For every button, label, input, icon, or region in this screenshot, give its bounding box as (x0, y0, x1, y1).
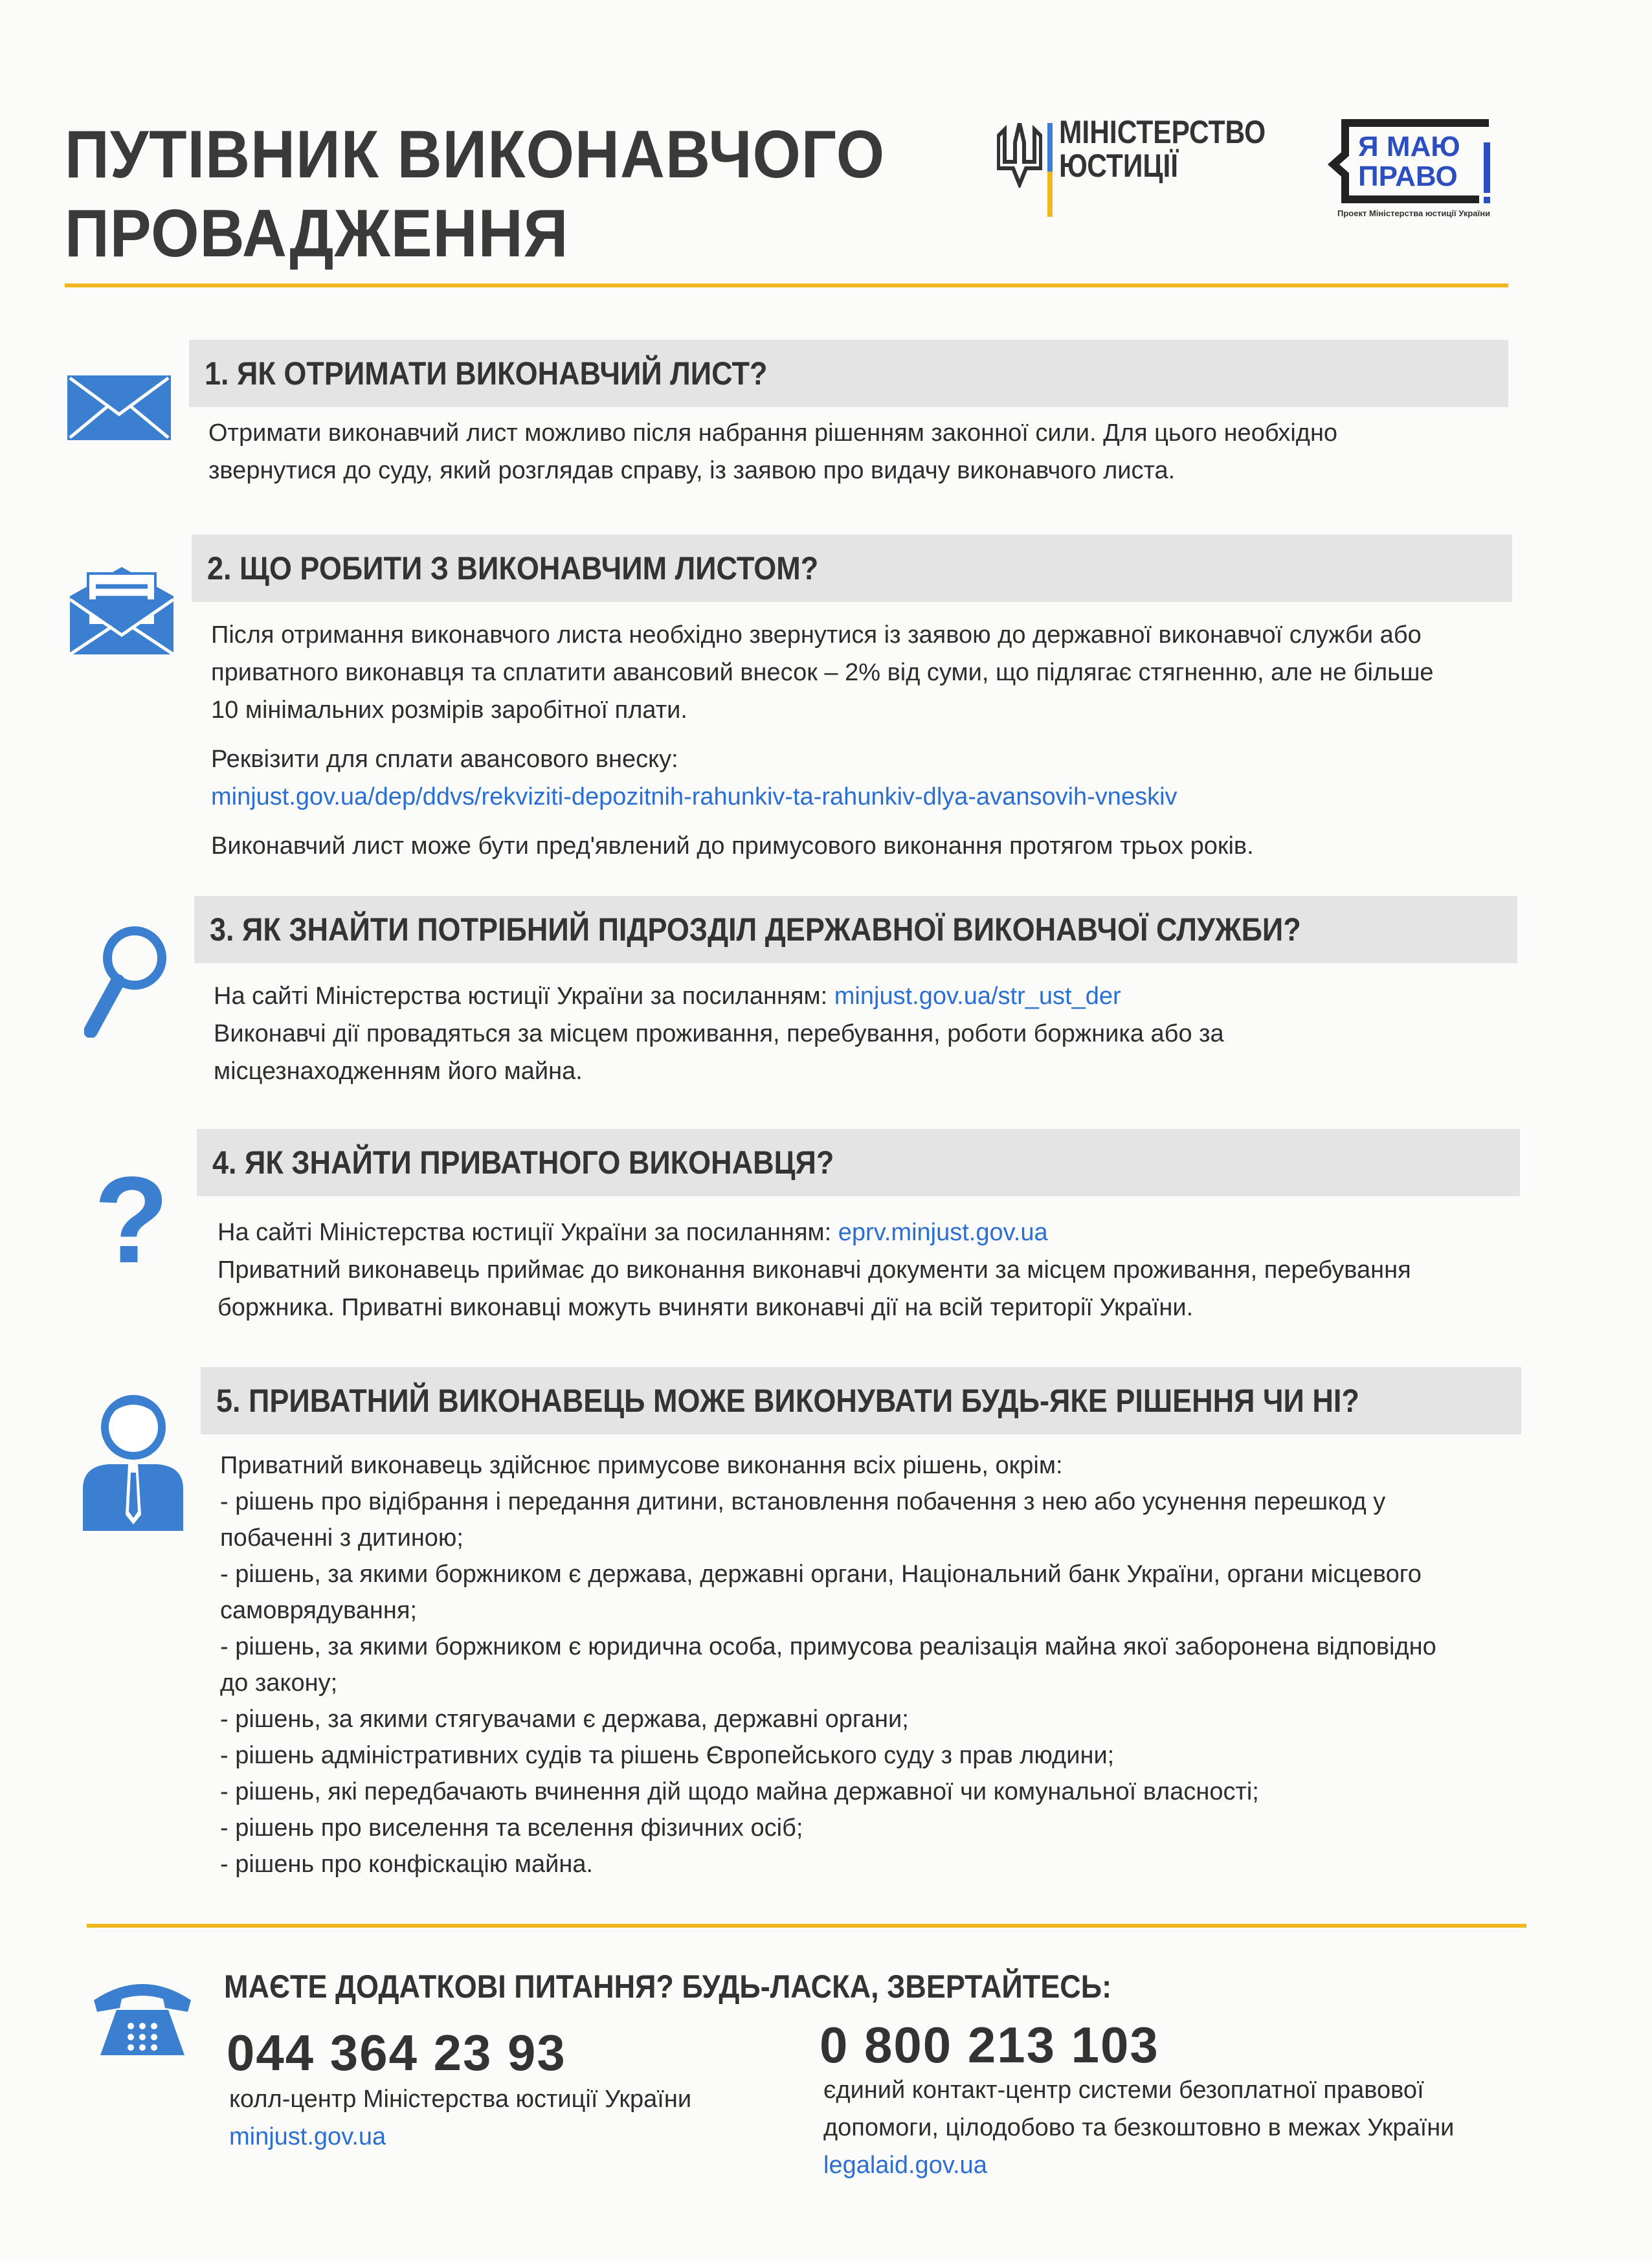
callcenter-phone[interactable]: 044 364 23 93 (227, 2024, 566, 2081)
section-3-title: 3. ЯК ЗНАЙТИ ПОТРІБНИЙ ПІДРОЗДІЛ ДЕРЖАВНОЇ ВИКОНАВЧОЇ СЛУЖБИ? (210, 911, 1301, 948)
contact-heading: МАЄТЕ ДОДАТКОВІ ПИТАННЯ? БУДЬ-ЛАСКА, ЗВЕРТАЙТЕСЬ: (224, 1968, 1112, 2005)
flag-yellow-stripe (1047, 172, 1053, 217)
legalaid-desc: єдиний контакт-центр системи безоплатної правової (823, 2077, 1424, 2104)
header-divider (65, 284, 1508, 287)
section-5-header (201, 1367, 1521, 1434)
badge-caption: Проект Міністерства юстиції України (1337, 208, 1491, 218)
list-item: - рішень, за якими боржником є держава, державні органи, Національний банк України, органи місцевого (220, 1561, 1422, 1588)
person-icon (83, 1392, 183, 1534)
badge-line1: Я МАЮ (1358, 131, 1460, 162)
text-line: Приватний виконавець приймає до виконання виконавчі документи за місцем проживання, перебування (218, 1256, 1411, 1284)
text-line: На сайті Міністерства юстиції України за посиланням: (218, 1219, 838, 1246)
list-item: - рішень про відібрання і передання дитини, встановлення побачення з нею або усунення перешкод у (220, 1488, 1386, 1515)
section-1-body (208, 414, 1337, 489)
section-3-header (194, 896, 1517, 963)
list-item: - рішень про виселення та вселення фізичних осіб; (220, 1814, 803, 1842)
text-line: приватного виконавця та сплатити авансовий внесок – 2% від суми, що підлягає стягненню, але не більше (211, 659, 1434, 686)
section-3-body (214, 977, 1224, 1090)
text-line: Після отримання виконавчого листа необхідно звернутися із заявою до державної виконавчої служби або (211, 621, 1422, 649)
eprv-link[interactable]: eprv.minjust.gov.ua (838, 1219, 1048, 1246)
callcenter-info (229, 2080, 691, 2156)
legalaid-link[interactable]: legalaid.gov.ua (823, 2152, 987, 2179)
ministry-line1: МІНІСТЕРСТВО (1059, 114, 1266, 150)
dvs-link[interactable]: minjust.gov.ua/str_ust_der (834, 983, 1121, 1010)
magnifier-icon (84, 924, 168, 1041)
badge-logo (1327, 118, 1495, 205)
envelope-icon (67, 375, 171, 443)
requisites-label: Реквізити для сплати авансового внеску: (211, 746, 678, 773)
section-2-title: 2. ЩО РОБИТИ З ВИКОНАВЧИМ ЛИСТОМ? (207, 550, 819, 586)
list-item: - рішень про конфіскацію майна. (220, 1851, 594, 1878)
text-line: Приватний виконавець здійснює примусове виконання всіх рішень, окрім: (220, 1452, 1063, 1479)
legalaid-desc: допомоги, цілодобово та безкоштовно в межах України (823, 2114, 1455, 2141)
flag-blue-stripe (1047, 123, 1053, 172)
text-line: На сайті Міністерства юстиції України за посиланням: (214, 983, 834, 1010)
list-item: - рішень, за якими боржником є юридична особа, примусова реалізація майна якої заборонена відповідно (220, 1633, 1436, 1660)
requisites-link[interactable]: minjust.gov.ua/dep/ddvs/rekviziti-depozitnih-rahunkiv-ta-rahunkiv-dlya-avansovih-vneskiv (211, 783, 1178, 810)
minjust-link[interactable]: minjust.gov.ua (229, 2123, 386, 2150)
question-icon: ? (94, 1152, 170, 1289)
list-item: до закону; (220, 1669, 338, 1697)
text-line: Отримати виконавчий лист можливо після набрання рішенням законної сили. Для цього необхідно (208, 419, 1338, 447)
section-4-body (218, 1214, 1411, 1326)
text-line: звернутися до суду, який розглядав справу, із заявою про видачу виконавчого листа. (208, 457, 1176, 484)
section-1-title: 1. ЯК ОТРИМАТИ ВИКОНАВЧИЙ ЛИСТ? (205, 355, 768, 392)
footer-divider (87, 1924, 1526, 1928)
list-item: - рішень адміністративних судів та рішень Європейського суду з прав людини; (220, 1742, 1115, 1769)
page-title-line2: ПРОВАДЖЕННЯ (65, 196, 569, 271)
list-item: - рішень, за якими стягувачами є держава, державні органи; (220, 1706, 909, 1733)
list-item: побаченні з дитиною; (220, 1524, 463, 1552)
section-5-body (220, 1447, 1436, 1882)
validity-note: Виконавчий лист може бути пред'явлений до примусового виконання протягом трьох років. (211, 832, 1254, 860)
page-title-line1: ПУТІВНИК ВИКОНАВЧОГО (65, 117, 886, 192)
section-2-header (192, 535, 1512, 602)
text-line: боржника. Приватні виконавці можуть вчиняти виконавчі дії на всій території України. (218, 1294, 1194, 1321)
section-4-header (197, 1129, 1520, 1196)
ministry-logo-text (1059, 115, 1266, 183)
trident-icon (997, 123, 1042, 188)
section-2-body (211, 616, 1434, 865)
callcenter-desc: колл-центр Міністерства юстиції України (229, 2086, 692, 2113)
legalaid-info (823, 2071, 1454, 2184)
ministry-line2: ЮСТИЦІЇ (1059, 148, 1178, 184)
section-4-title: 4. ЯК ЗНАЙТИ ПРИВАТНОГО ВИКОНАВЦЯ? (212, 1144, 834, 1181)
list-item: - рішень, які передбачають вчинення дій щодо майна державної чи комунальної власності; (220, 1778, 1259, 1805)
telephone-icon (91, 1974, 194, 2058)
badge-line2: ПРАВО (1358, 161, 1458, 192)
text-line: 10 мінімальних розмірів заробітної плати. (211, 697, 687, 724)
section-5-title: 5. ПРИВАТНИЙ ВИКОНАВЕЦЬ МОЖЕ ВИКОНУВАТИ БУДЬ-ЯКЕ РІШЕННЯ ЧИ НІ? (216, 1383, 1359, 1419)
legalaid-phone[interactable]: 0 800 213 103 (820, 2016, 1159, 2073)
list-item: самоврядування; (220, 1597, 418, 1624)
text-line: Виконавчі дії провадяться за місцем проживання, перебування, роботи боржника або за (214, 1020, 1224, 1047)
text-line: місцезнаходженням його майна. (214, 1058, 583, 1085)
open-envelope-icon (70, 567, 173, 658)
section-1-header (189, 340, 1508, 407)
